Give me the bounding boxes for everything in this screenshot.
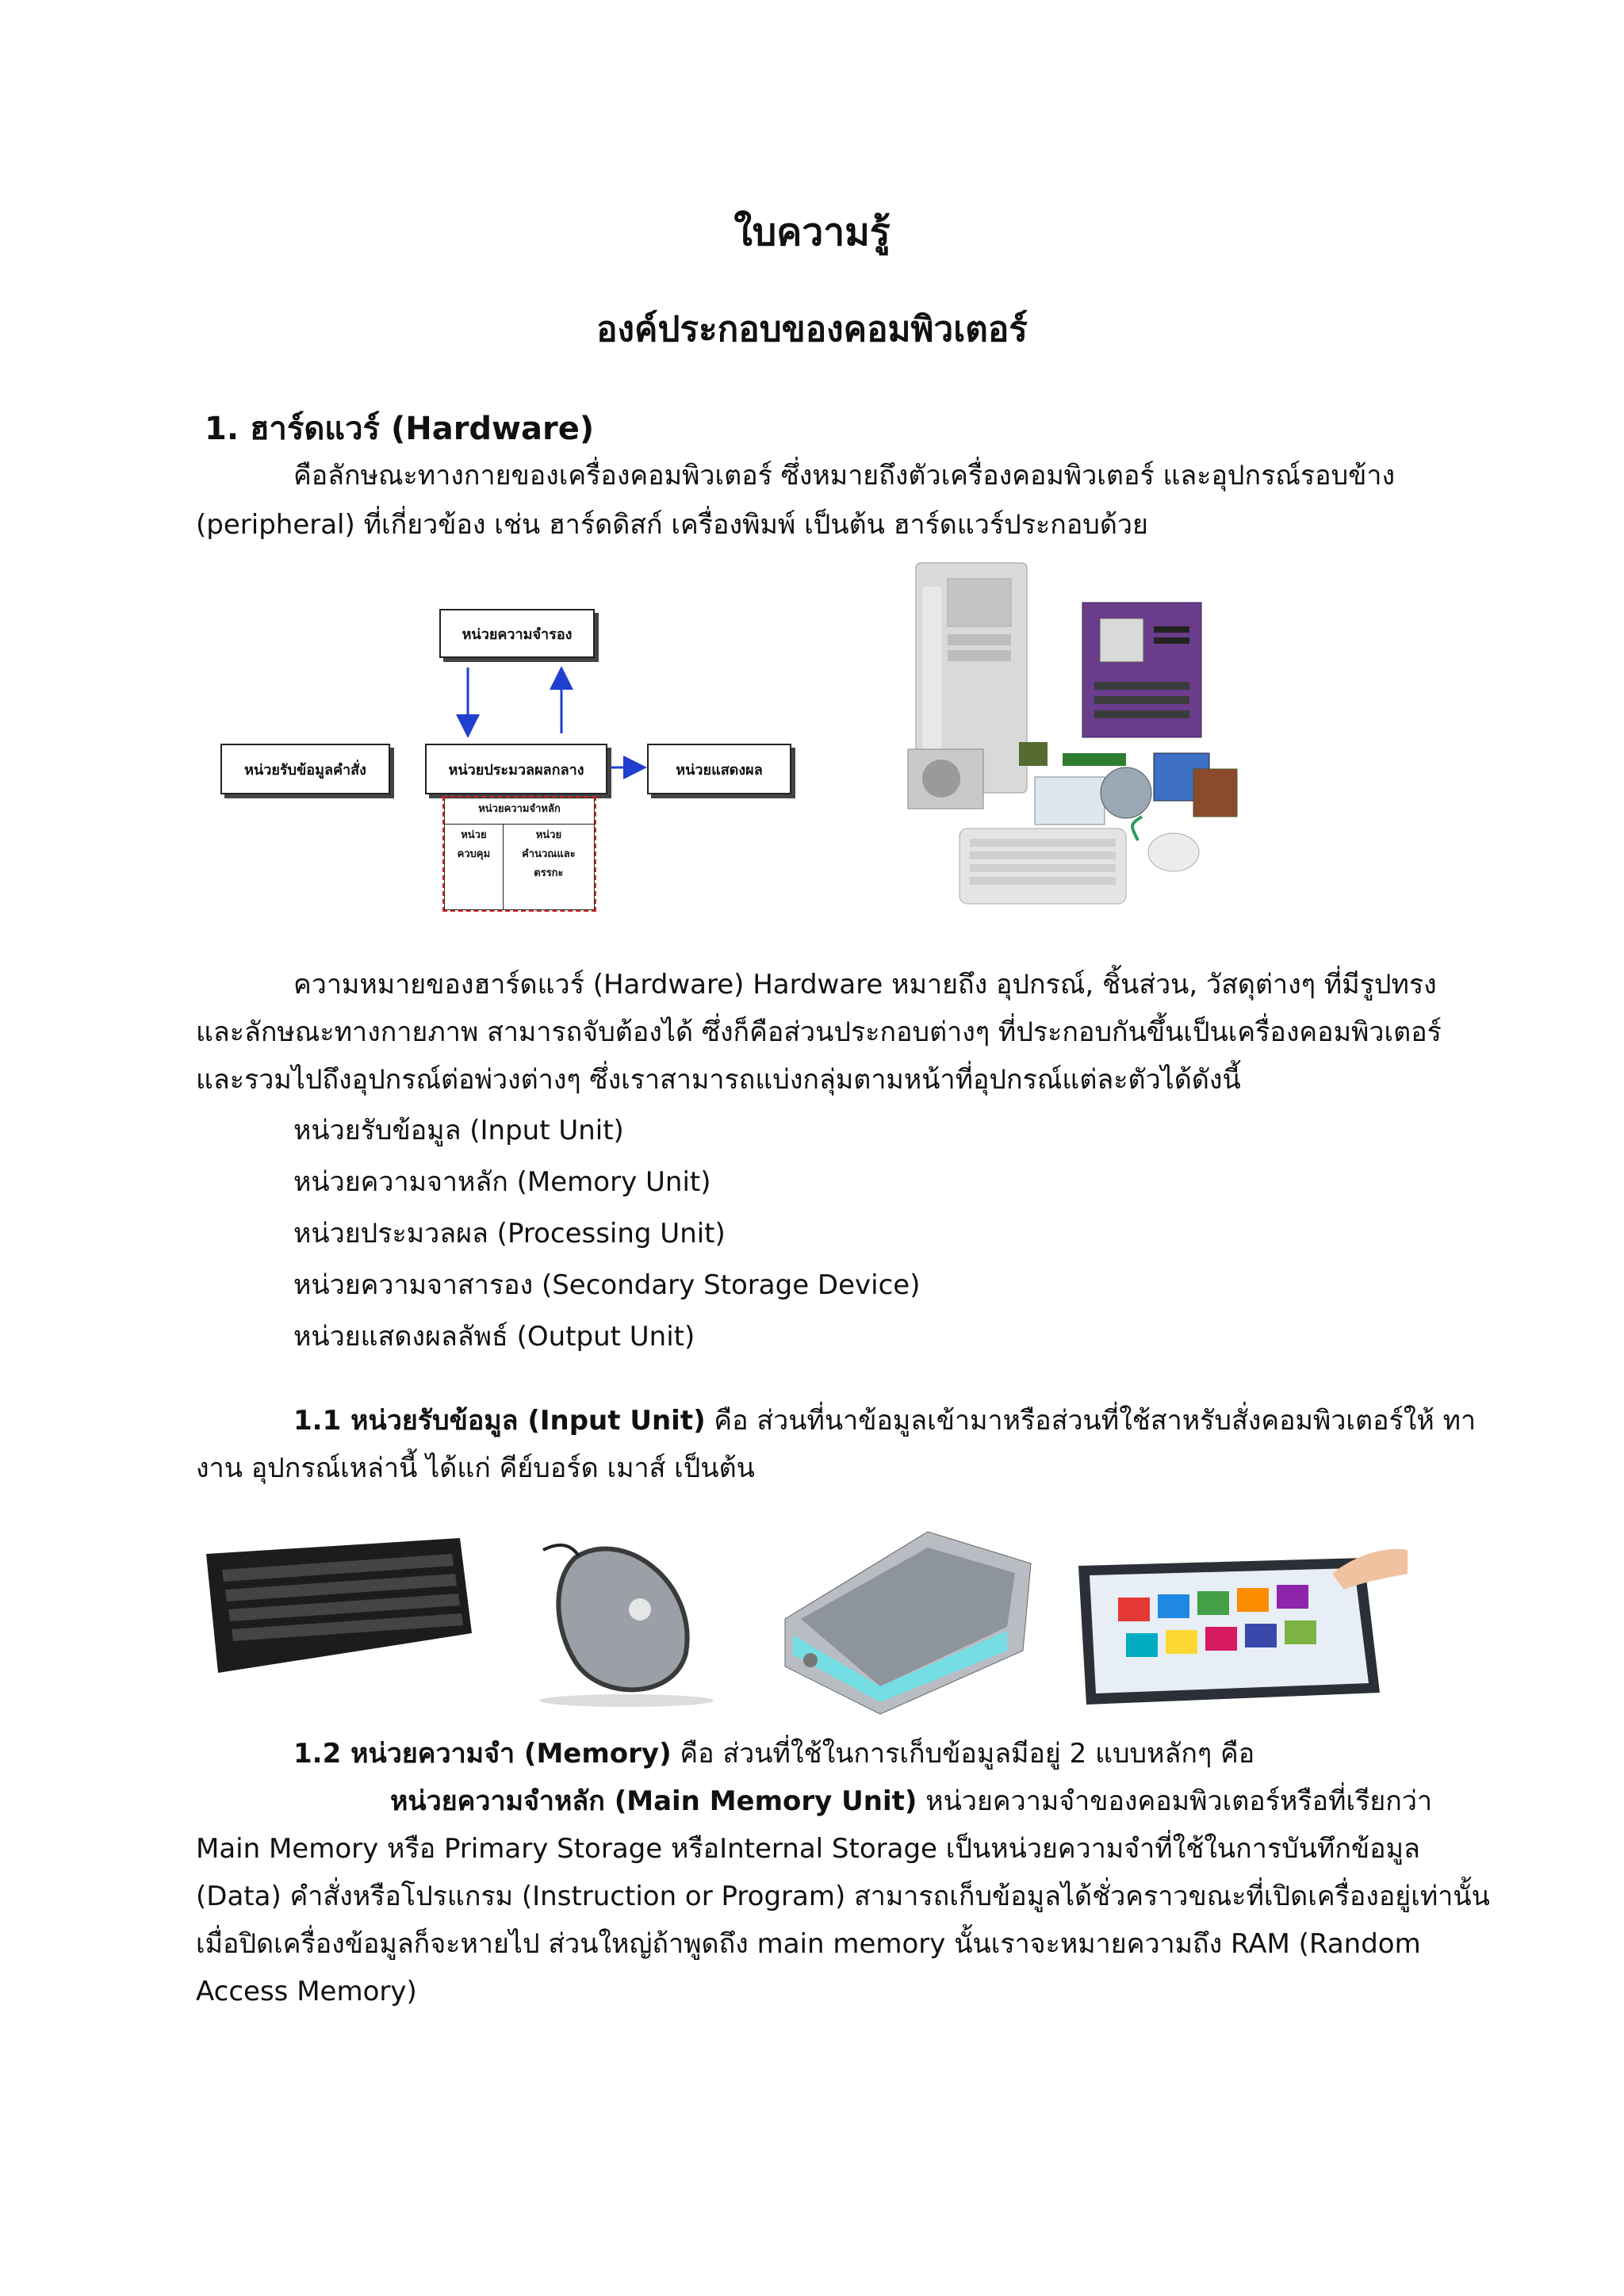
mouse-photo — [527, 1534, 726, 1709]
alu-label-3: ตรรกะ — [534, 867, 564, 879]
section-1-para2-line1: ความหมายของฮาร์ดแวร์ (Hardware) Hardware หมายถึง อุปกรณ์, ชิ้นส่วน, วัสดุต่างๆ ที่มีรูปทรง — [293, 969, 1437, 1001]
computer-block-diagram — [206, 587, 809, 920]
cpu-box: หน่วยประมวลผลกลาง — [425, 744, 607, 794]
computer-hardware-photo — [892, 555, 1265, 912]
page-subtitle: องค์ประกอบของคอมพิวเตอร์ — [596, 309, 1028, 350]
alu-label-1: หน่วย — [535, 829, 562, 841]
section-1-para2-line2: และลักษณะทางกายภาพ สามารถจับต้องได้ ซึ่งก็คือส่วนประกอบต่างๆ ที่ประกอบกันขึ้นเป็นเครื่องคอมพิวเตอร์ — [196, 1016, 1442, 1048]
unit-list-item: หน่วยแสดงผลลัพธ์ (Output Unit) — [293, 1321, 695, 1353]
section-1-2-text: คือ ส่วนที่ใช้ในการเก็บข้อมูลมีอยู่ 2 แบบหลักๆ คือ — [671, 1738, 1255, 1770]
section-1-2-label: 1.2 หน่วยความจำ (Memory) — [293, 1738, 672, 1770]
input-unit-box: หน่วยรับข้อมูลคำสั่ง — [220, 744, 390, 794]
section-1-1-line2: งาน อุปกรณ์เหล่านี้ ได้แก่ คีย์บอร์ด เมาส์ เป็นต้น — [196, 1452, 755, 1484]
control-unit-label-1: หน่วย — [461, 829, 487, 841]
main-memory-line5: Access Memory) — [196, 1976, 417, 2007]
keyboard-photo — [198, 1522, 476, 1681]
secondary-memory-box: หน่วยความจำรอง — [439, 609, 595, 658]
main-memory-line1 — [390, 1777, 1432, 1825]
unit-list-item: หน่วยประมวลผล (Processing Unit) — [293, 1218, 726, 1249]
section-1-2-line1 — [293, 1730, 1254, 1777]
page-title: ใบความรู้ — [733, 210, 891, 254]
unit-list-item: หน่วยรับข้อมูล (Input Unit) — [293, 1115, 624, 1146]
scanner-photo — [769, 1516, 1055, 1730]
control-unit-label-2: ควบคุม — [457, 848, 491, 860]
alu-label-2: คำนวณและ — [522, 848, 576, 860]
main-memory-sub-label: หน่วยความจำหลัก (Main Memory Unit) — [390, 1785, 917, 1817]
touchscreen-photo — [1071, 1542, 1411, 1712]
main-memory-group — [442, 796, 596, 912]
main-memory-label: หน่วยความจำหลัก — [445, 798, 595, 825]
section-1-para1-line2: (peripheral) ที่เกี่ยวข้อง เช่น ฮาร์ดดิสก์ เครื่องพิมพ์ เป็นต้น ฮาร์ดแวร์ประกอบด้วย — [196, 509, 1148, 541]
main-memory-line2: Main Memory หรือ Primary Storage หรือInternal Storage เป็นหน่วยความจำที่ใช้ในการบันทึกข้อมูล — [196, 1833, 1420, 1865]
main-memory-line3: (Data) คำสั่งหรือโปรแกรม (Instruction or Program) สามารถเก็บข้อมูลได้ชั่วคราวขณะที่เปิดเครื่องอยู่เท่านั้น — [196, 1881, 1490, 1912]
section-1-1-line1 — [293, 1397, 1476, 1445]
section-1-1-text: คือ ส่วนที่นาข้อมูลเข้ามาหรือส่วนที่ใช้สาหรับสั่งคอมพิวเตอร์ให้ ทา — [705, 1405, 1477, 1437]
unit-list-item: หน่วยความจาหลัก (Memory Unit) — [293, 1166, 711, 1198]
control-unit-cell — [445, 825, 504, 910]
section-1-para1-line1: คือลักษณะทางกายของเครื่องคอมพิวเตอร์ ซึ่งหมายถึงตัวเครื่องคอมพิวเตอร์ และอุปกรณ์รอบข้าง — [293, 460, 1396, 492]
main-memory-line4: เมื่อปิดเครื่องข้อมูลก็จะหายไป ส่วนใหญ่ถ้าพูดถึง main memory นั้นเราจะหมายความถึง RAM (Random — [196, 1928, 1421, 1960]
main-memory-sub-text: หน่วยความจำของคอมพิวเตอร์หรือที่เรียกว่า — [917, 1785, 1433, 1817]
unit-list-item: หน่วยความจาสารอง (Secondary Storage Device) — [293, 1269, 921, 1301]
section-1-heading: 1. ฮาร์ดแวร์ (Hardware) — [205, 411, 595, 447]
section-1-para2-line3: และรวมไปถึงอุปกรณ์ต่อพ่วงต่างๆ ซึ่งเราสามารถแบ่งกลุ่มตามหน้าที่อุปกรณ์แต่ละตัวได้ดังนี้ — [196, 1064, 1241, 1096]
section-1-1-label: 1.1 หน่วยรับข้อมูล (Input Unit) — [293, 1405, 706, 1437]
alu-cell — [503, 825, 594, 910]
output-unit-box: หน่วยแสดงผล — [647, 744, 791, 794]
